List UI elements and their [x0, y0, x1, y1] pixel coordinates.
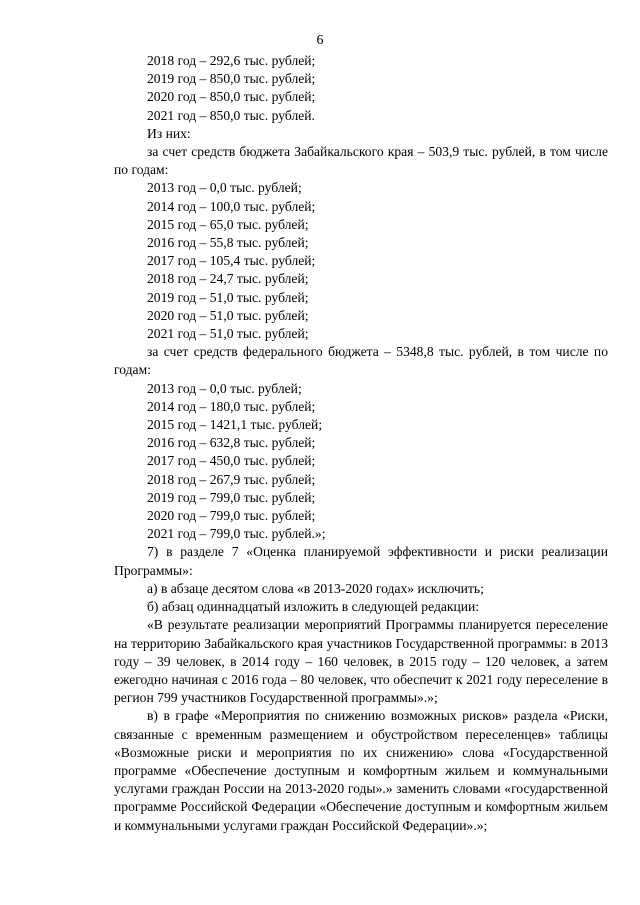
list-item: 2015 год – 1421,1 тыс. рублей;	[147, 417, 323, 433]
list-item: 2015 год – 65,0 тыс. рублей;	[147, 216, 309, 232]
regional-funding-list	[114, 179, 608, 343]
item-7-heading: 7) в разделе 7 «Оценка планируемой эффективности и риски реализации Программы»:	[114, 544, 608, 578]
list-item: 2018 год – 267,9 тыс. рублей;	[147, 471, 316, 487]
list-item: 2021 год – 51,0 тыс. рублей;	[147, 326, 309, 342]
list-item: 2017 год – 105,4 тыс. рублей;	[147, 253, 316, 269]
list-item: 2016 год – 632,8 тыс. рублей;	[147, 435, 316, 451]
list-item: 2020 год – 51,0 тыс. рублей;	[147, 307, 309, 323]
list-item: 2014 год – 180,0 тыс. рублей;	[147, 398, 316, 414]
list-item: 2019 год – 51,0 тыс. рублей;	[147, 289, 309, 305]
list-item: 2020 год – 850,0 тыс. рублей;	[147, 89, 316, 105]
list-item: 2019 год – 799,0 тыс. рублей;	[147, 489, 316, 505]
regional-budget-intro: за счет средств бюджета Забайкальского края – 503,9 тыс. рублей, в том числе по годам:	[114, 144, 608, 178]
list-item: 2013 год – 0,0 тыс. рублей;	[147, 380, 302, 396]
item-7a: а) в абзаце десятом слова «в 2013-2020 годах» исключить;	[147, 580, 484, 596]
of-them-label: Из них:	[147, 125, 191, 141]
top-funding-list	[114, 52, 608, 125]
list-item: 2020 год – 799,0 тыс. рублей;	[147, 508, 316, 524]
list-item: 2019 год – 850,0 тыс. рублей;	[147, 71, 316, 87]
list-item: 2018 год – 292,6 тыс. рублей;	[147, 53, 316, 68]
list-item: 2021 год – 799,0 тыс. рублей.»;	[147, 526, 326, 542]
federal-funding-list	[114, 380, 608, 544]
item-7v: в) в графе «Мероприятия по снижению возможных рисков» раздела «Риски, связанные с временным размещением и обустройством переселенцев» таблицы «Возможные риски и мероприятия по их снижению» слова «Государственной программе «Обеспечение доступным и комфортным жильем и коммунальными услугами граждан России на 2013-2020 годы».» заменить словами «государственной программе Российской Федерации «Обеспечение доступным и комфортным жильем и коммунальными услугами граждан Российской Федерации».»;	[114, 708, 608, 833]
page-number: 6	[316, 33, 324, 48]
list-item: 2016 год – 55,8 тыс. рублей;	[147, 235, 309, 251]
list-item: 2018 год – 24,7 тыс. рублей;	[147, 271, 309, 287]
list-item: 2017 год – 450,0 тыс. рублей;	[147, 453, 316, 469]
item-7b: б) абзац одиннадцатый изложить в следующей редакции:	[147, 599, 480, 615]
list-item: 2014 год – 100,0 тыс. рублей;	[147, 198, 316, 214]
list-item: 2021 год – 850,0 тыс. рублей.	[147, 107, 315, 123]
list-item: 2013 год – 0,0 тыс. рублей;	[147, 180, 302, 196]
federal-budget-intro: за счет средств федерального бюджета – 5348,8 тыс. рублей, в том числе по годам:	[114, 344, 608, 378]
quoted-paragraph: «В результате реализации мероприятий Программы планируется переселение на территорию Забайкальского края участников Государственной программы: в 2013 году – 39 человек, в 2014 году – 160 человек, в 2015 году – 120 человек, а затем ежегодно начиная с 2016 года – 80 человек, что обеспечит к 2021 году переселение в регион 799 участников Государственной программы».»;	[114, 617, 608, 706]
document-body	[114, 52, 608, 835]
